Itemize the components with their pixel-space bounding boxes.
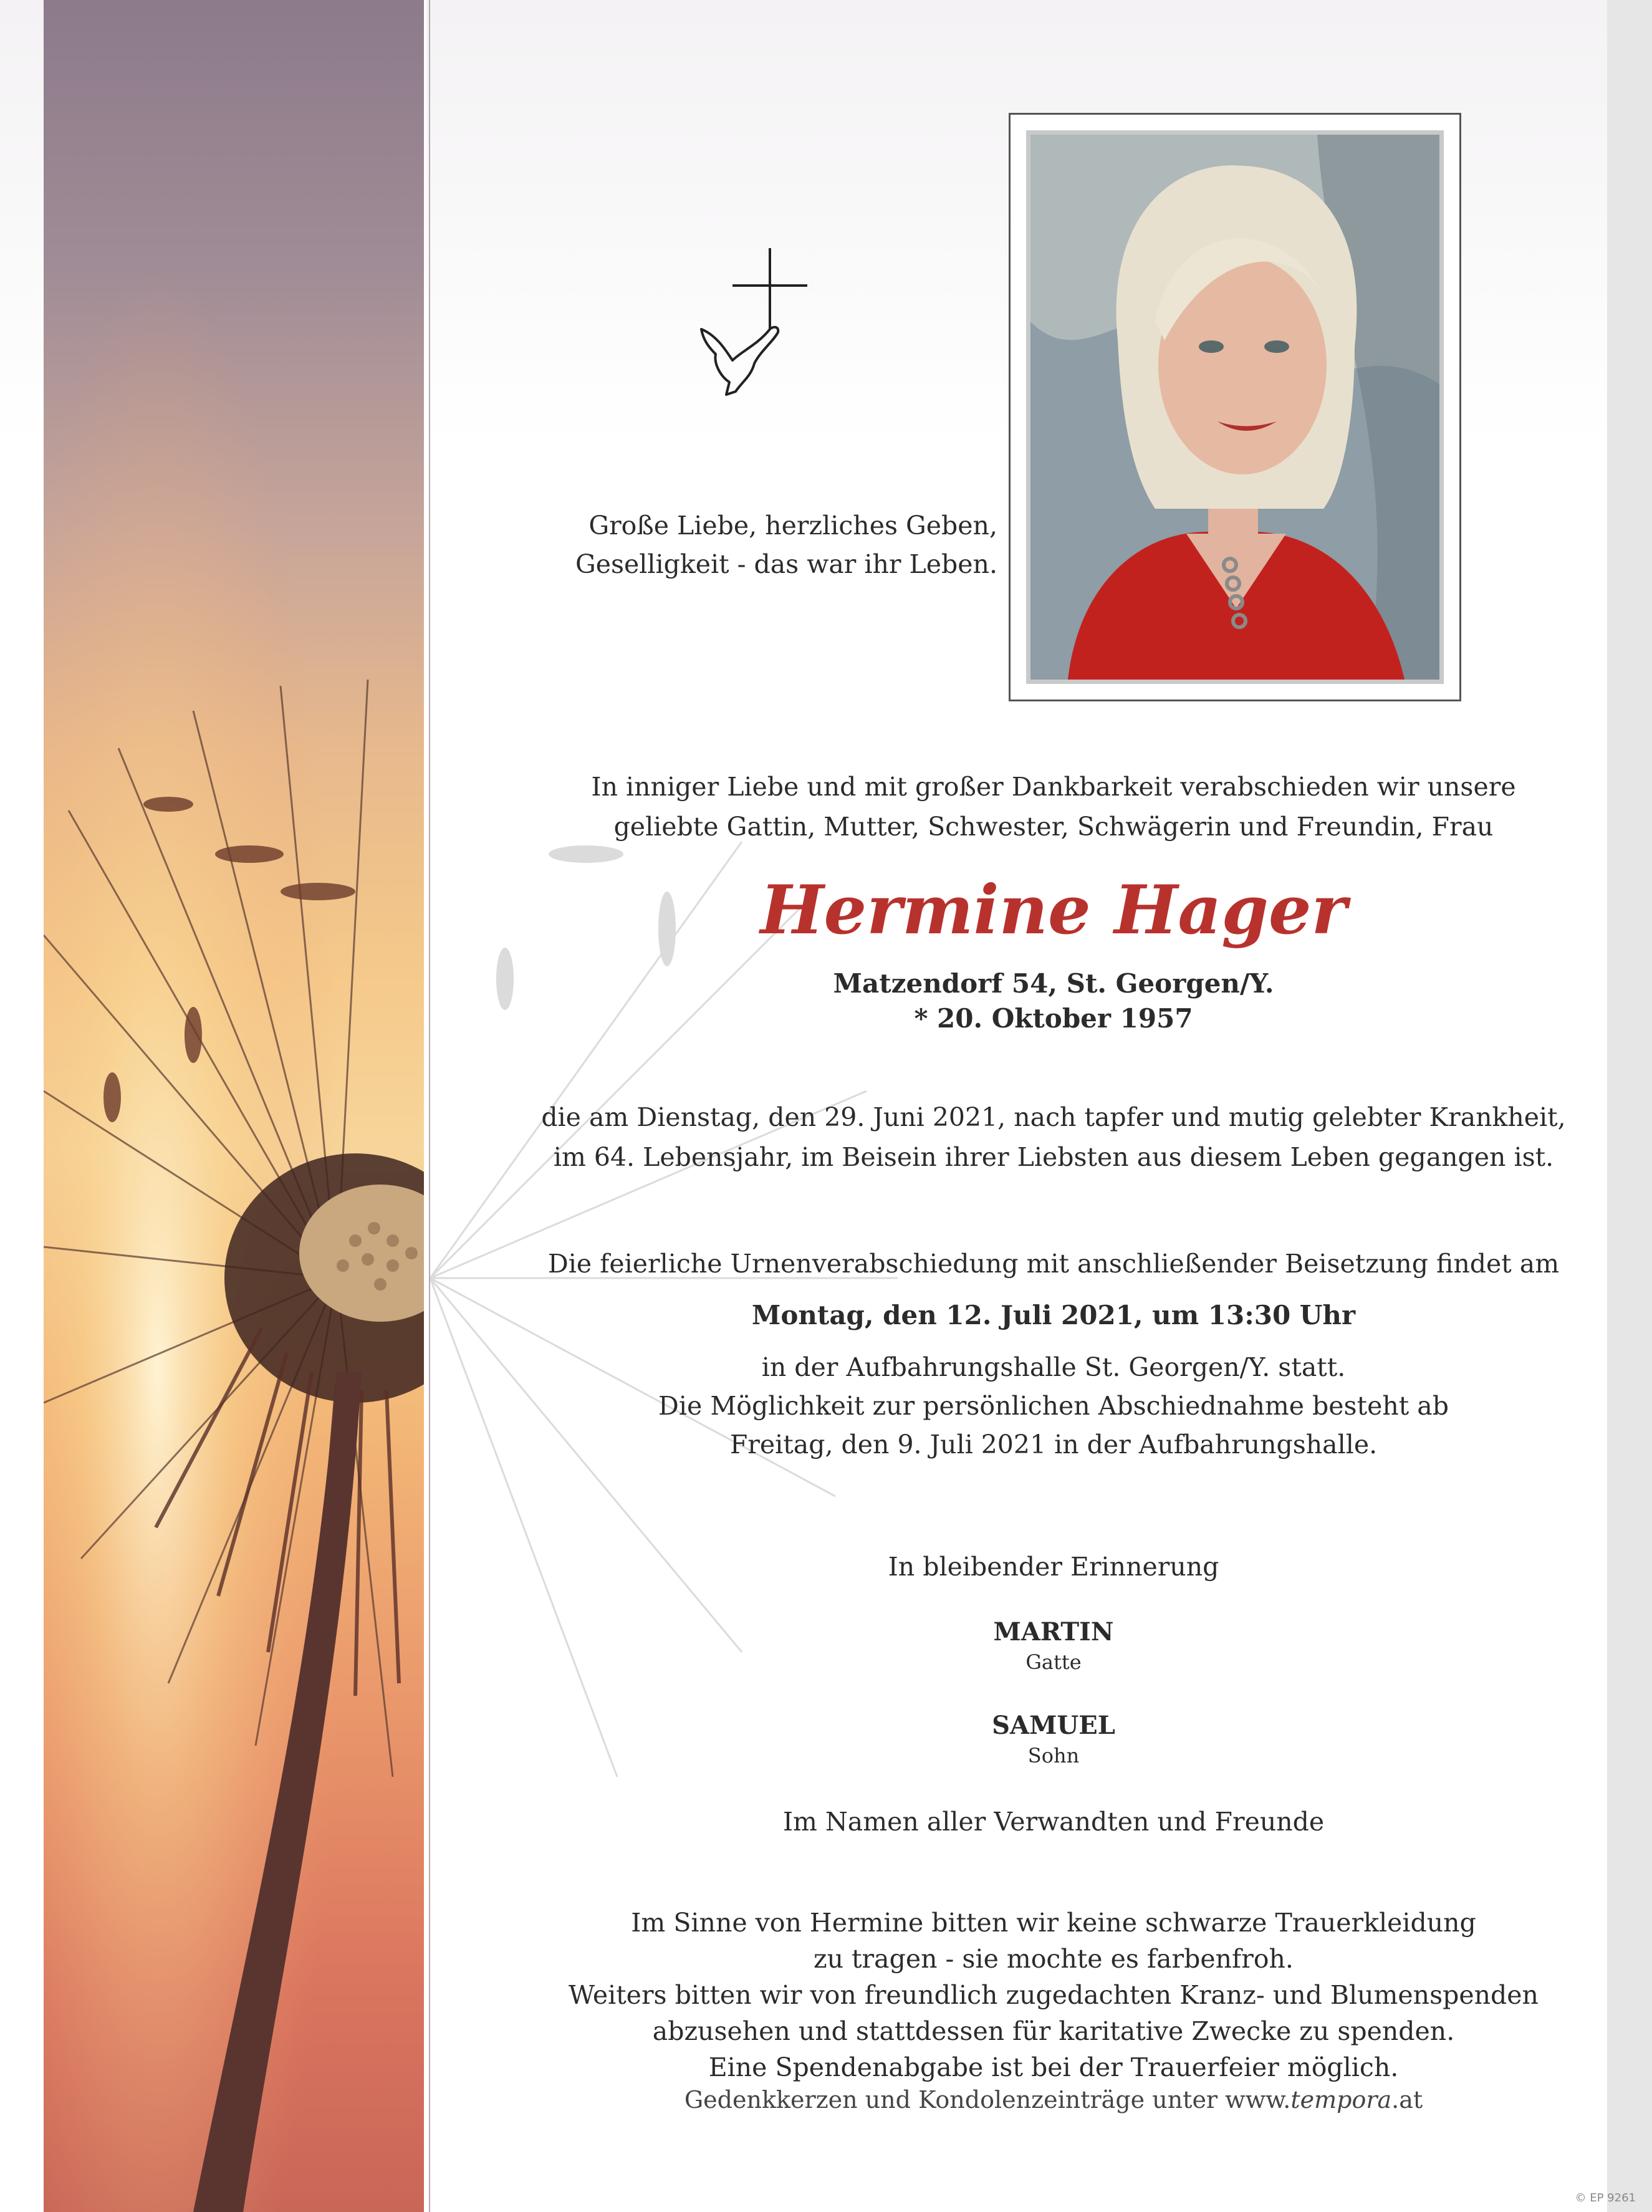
mourner-name: SAMUEL — [992, 1711, 1115, 1740]
deceased-details — [486, 966, 1607, 1036]
funeral-line: Freitag, den 9. Juli 2021 in der Aufbahrungshalle. — [729, 1430, 1378, 1459]
mourner-role: Gatte — [1025, 1650, 1082, 1674]
funeral-line: in der Aufbahrungshalle St. Georgen/Y. statt. — [761, 1352, 1346, 1382]
footer-tld: .at — [1391, 2086, 1423, 2113]
deceased-address: Matzendorf 54, St. Georgen/Y. — [833, 968, 1274, 999]
portrait-illustration — [1030, 135, 1439, 680]
funeral-date: Montag, den 12. Juli 2021, um 13:30 Uhr — [751, 1300, 1356, 1330]
request-line: Eine Spendenabgabe ist bei der Trauerfeier möglich. — [708, 2052, 1399, 2082]
funeral-intro: Die feierliche Urnenverabschiedung mit anschließender Beisetzung findet am — [547, 1249, 1560, 1279]
family-request — [486, 1905, 1607, 2085]
death-notice — [486, 1097, 1607, 1177]
death-line: im 64. Lebensjahr, im Beisein ihrer Liebsten aus diesem Leben gegangen ist. — [553, 1142, 1554, 1172]
quote-line: Große Liebe, herzliches Geben, — [588, 511, 997, 541]
cross-dove-symbol — [698, 248, 817, 404]
dandelion-image-strip — [44, 0, 424, 2212]
mourners-heading: In bleibender Erinnerung — [888, 1552, 1219, 1582]
funeral-line: Die Möglichkeit zur persönlichen Abschiednahme besteht ab — [658, 1391, 1449, 1421]
intro-line: In inniger Liebe und mit großer Dankbarkeit verabschieden wir unsere — [591, 772, 1516, 802]
memorial-quote — [549, 506, 997, 584]
request-line: Weiters bitten wir von freundlich zugedachten Kranz- und Blumenspenden — [569, 1980, 1539, 2010]
strip-divider — [424, 0, 426, 2212]
mourner-name: MARTIN — [993, 1617, 1114, 1647]
dandelion-illustration — [44, 0, 424, 2212]
request-line: zu tragen - sie mochte es farbenfroh. — [814, 1944, 1294, 1974]
cross-icon — [732, 248, 807, 329]
portrait-photo — [1030, 135, 1439, 680]
mourners-closing: Im Namen aller Verwandten und Freunde — [782, 1807, 1325, 1837]
request-line: Im Sinne von Hermine bitten wir keine schwarze Trauerkleidung — [631, 1908, 1476, 1938]
portrait-mat — [1026, 130, 1444, 684]
intro-line: geliebte Gattin, Mutter, Schwester, Schwägerin und Freundin, Frau — [613, 812, 1494, 842]
print-code: © EP 9261 — [1575, 2191, 1636, 2205]
footer-brand: tempora — [1290, 2086, 1392, 2113]
funeral-place — [486, 1348, 1607, 1464]
quote-line: Geselligkeit - das war ihr Leben. — [575, 549, 997, 579]
intro-text — [486, 767, 1607, 847]
mourner-role: Sohn — [1027, 1744, 1080, 1767]
deceased-name: Hermine Hager — [760, 871, 1347, 950]
footer-text: Gedenkkerzen und Kondolenzeinträge unter www. — [684, 2086, 1291, 2113]
request-line: abzusehen und stattdessen für karitative Zwecke zu spenden. — [652, 2016, 1455, 2046]
death-line: die am Dienstag, den 29. Juni 2021, nach tapfer und mutig gelebter Krankheit, — [541, 1102, 1566, 1132]
condolence-footer — [486, 2082, 1607, 2117]
dove-icon — [701, 327, 778, 395]
deceased-birth: * 20. Oktober 1957 — [914, 1003, 1193, 1034]
portrait-frame — [1009, 113, 1461, 701]
